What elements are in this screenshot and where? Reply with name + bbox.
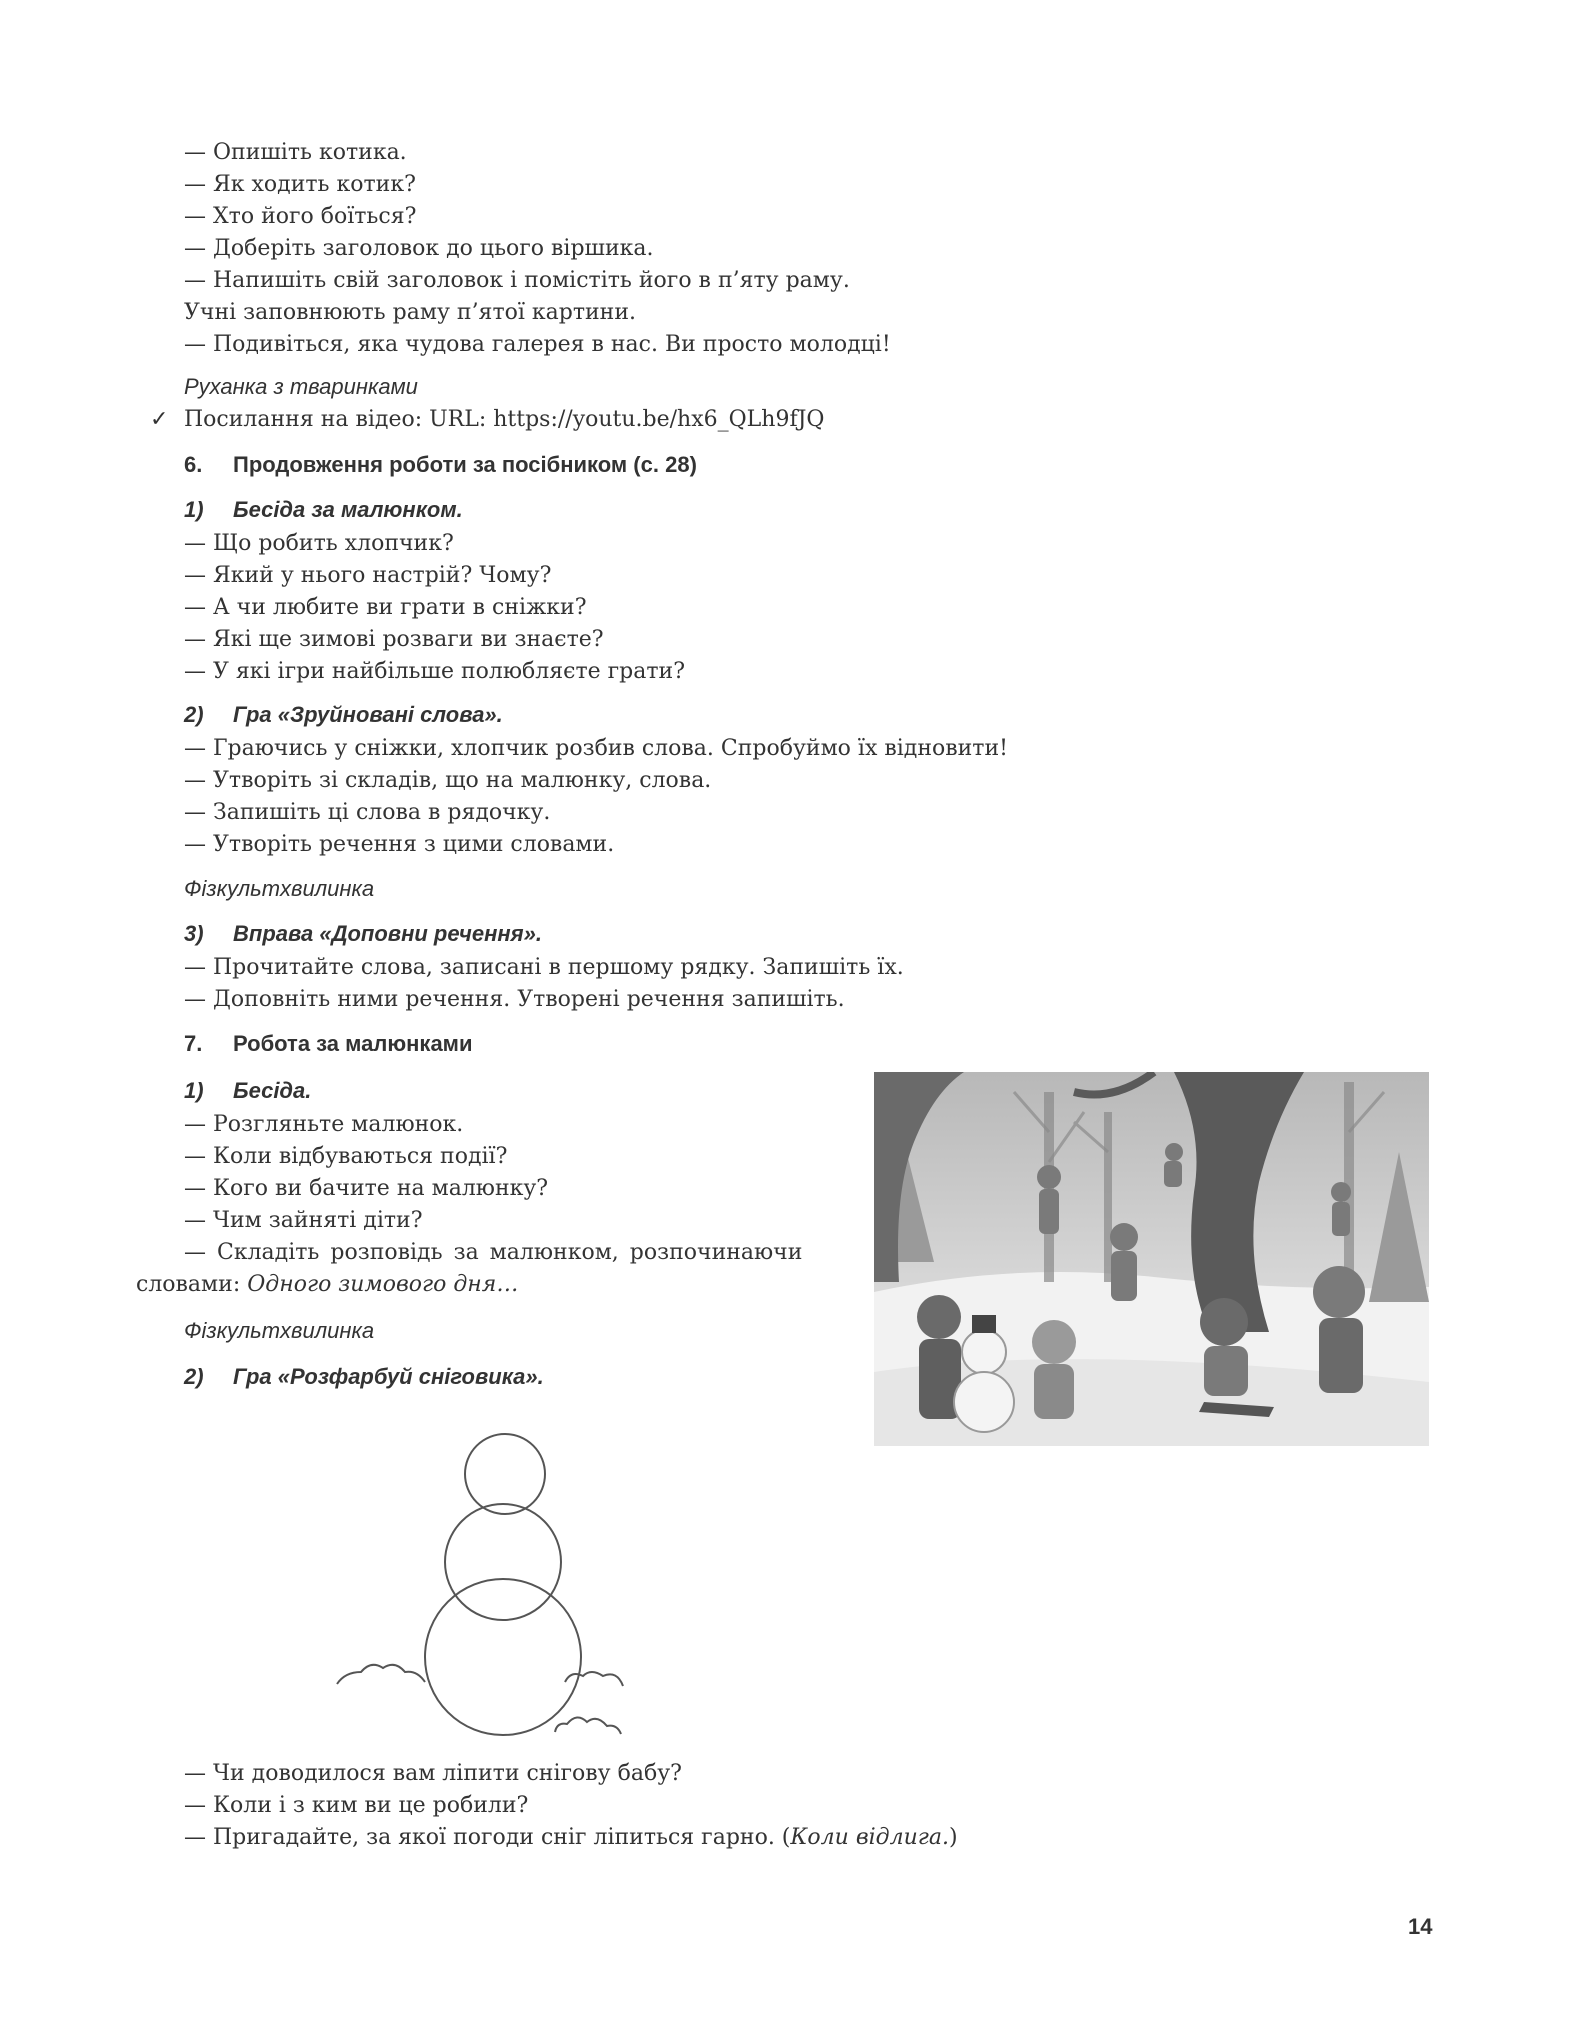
ruhanka-heading: Руханка з тваринками [184,374,418,399]
subsection-number: 2) [184,702,204,727]
section-6-title: Продовження роботи за посібником (с. 28) [233,452,697,477]
question-line: — У які ігри найбільше полюбляєте грати? [184,659,685,684]
subsection-number: 2) [184,1364,204,1389]
question-line: — Коли відбуваються події? [184,1144,508,1169]
last-line-prefix: — Пригадайте, за якої погоди сніг ліпиться гарно. ( [184,1825,791,1850]
fizkult-heading: Фізкультхвилинка [184,1318,375,1343]
subsection-number: 1) [184,497,204,522]
section-6-number: 6. [184,452,203,477]
question-line: — А чи любите ви грати в сніжки? [184,595,587,620]
intro-line: — Напишіть свій заголовок і помістіть його в п’яту раму. [184,268,850,293]
question-line: — Що робить хлопчик? [184,531,454,556]
subsection-title: Бесіда. [233,1078,312,1103]
intro-line: — Хто його боїться? [184,204,417,229]
question-line: — Коли і з ким ви це робили? [184,1793,529,1818]
subsection-title: Вправа «Доповни речення». [233,921,542,946]
intro-line: — Як ходить котик? [184,172,416,197]
story-prefix: словами: [136,1272,248,1297]
question-line [184,1823,958,1853]
section-7-number: 7. [184,1031,203,1056]
intro-line: Учні заповнюють раму п’ятої картини. [184,300,636,325]
last-line-suffix: ) [949,1825,958,1850]
intro-line: — Доберіть заголовок до цього віршика. [184,236,654,261]
story-start-line [136,1270,518,1300]
question-line: — Який у нього настрій? Чому? [184,563,552,588]
question-line: — Чим зайняті діти? [184,1208,423,1233]
last-line-italic: Коли відлига. [790,1825,950,1850]
question-line: — Які ще зимові розваги ви знаєте? [184,627,604,652]
question-line: — Доповніть ними речення. Утворені речення запишіть. [184,987,845,1012]
question-line: — Запишіть ці слова в рядочку. [184,800,551,825]
intro-line: — Подивіться, яка чудова галерея в нас. Ви просто молодці! [184,332,891,357]
subsection-number: 3) [184,921,204,946]
question-line: — Утворіть речення з цими словами. [184,832,615,857]
question-line: — Утворіть зі складів, що на малюнку, слова. [184,768,712,793]
subsection-title: Гра «Зруйновані слова». [233,702,503,727]
winter-scene-illustration [874,1072,1429,1446]
story-italic: Одного зимового дня… [247,1272,519,1297]
subsection-title: Бесіда за малюнком. [233,497,463,522]
page-number: 14 [1408,1914,1433,1939]
question-line: — Прочитайте слова, записані в першому рядку. Запишіть їх. [184,955,904,980]
question-line: — Складіть розповідь за малюнком, розпочинаючи [184,1240,803,1265]
intro-line: — Опишіть котика. [184,140,407,165]
section-7-title: Робота за малюнками [233,1031,473,1056]
subsection-title: Гра «Розфарбуй сніговика». [233,1364,544,1389]
video-link[interactable]: Посилання на відео: URL: https://youtu.be/hx6_QLh9fJQ [184,407,825,432]
question-line: — Розгляньте малюнок. [184,1112,464,1137]
question-line: — Чи доводилося вам ліпити снігову бабу? [184,1761,682,1786]
checkmark-icon: ✓ [150,407,169,432]
question-line: — Кого ви бачите на малюнку? [184,1176,549,1201]
question-line: — Граючись у сніжки, хлопчик розбив слова. Спробуймо їх відновити! [184,736,1008,761]
subsection-number: 1) [184,1078,204,1103]
snowman-outline-drawing [325,1432,681,1738]
fizkult-heading: Фізкультхвилинка [184,876,375,901]
